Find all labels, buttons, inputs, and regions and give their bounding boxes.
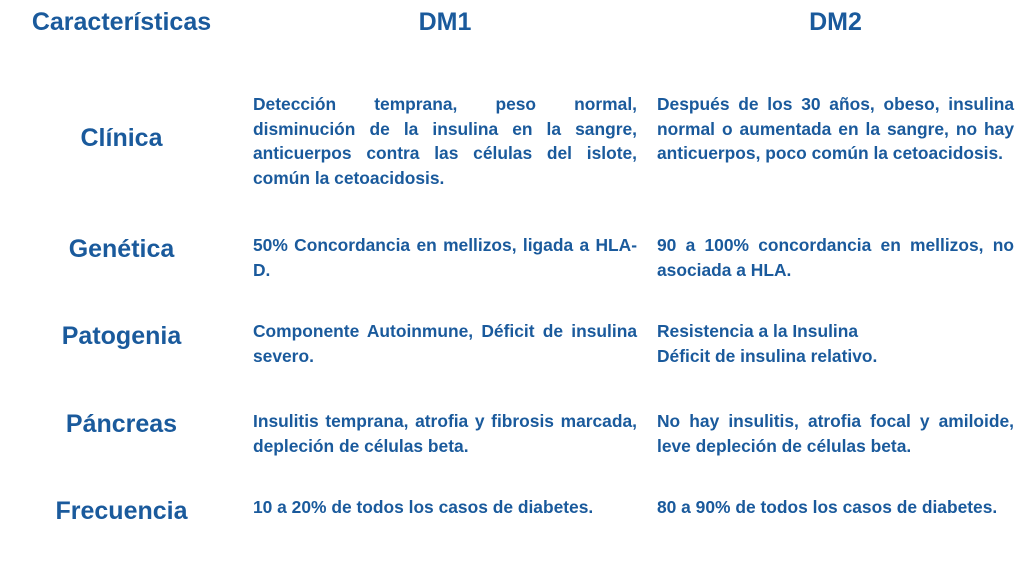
cell-genetica-dm2: 90 a 100% concordancia en mellizos, no asociada a HLA. <box>657 235 1014 280</box>
header-dm2: DM2 <box>809 8 862 36</box>
cell-patogenia-dm1: Componente Autoinmune, Déficit de insulina severo. <box>253 321 637 366</box>
cell-frecuencia-dm1: 10 a 20% de todos los casos de diabetes. <box>253 497 594 517</box>
cell-frecuencia-dm2: 80 a 90% de todos los casos de diabetes. <box>657 497 998 517</box>
row-label-patogenia: Patogenia <box>61 322 182 350</box>
cell-clinica-dm1: Detección temprana, peso normal, disminución de la insulina en la sangre, anticuerpos contra las células del islote, común la cetoacidosis. <box>253 94 637 188</box>
cell-patogenia-dm2 <box>657 319 1014 368</box>
cell-patogenia-dm2-line1: Resistencia a la Insulina <box>657 321 859 341</box>
row-label-frecuencia: Frecuencia <box>55 497 188 525</box>
row-label-genetica: Genética <box>68 235 175 263</box>
header-characteristics: Características <box>31 8 212 36</box>
cell-genetica-dm1: 50% Concordancia en mellizos, ligada a HLA-D. <box>253 235 637 280</box>
row-label-pancreas: Páncreas <box>65 410 178 438</box>
row-label-clinica: Clínica <box>80 124 163 152</box>
cell-pancreas-dm1: Insulitis temprana, atrofia y fibrosis marcada, depleción de células beta. <box>253 411 637 456</box>
cell-patogenia-dm2-line2: Déficit de insulina relativo. <box>657 345 878 366</box>
header-dm1: DM1 <box>418 8 472 36</box>
cell-pancreas-dm2: No hay insulitis, atrofia focal y amiloide, leve depleción de células beta. <box>657 411 1014 456</box>
cell-clinica-dm2: Después de los 30 años, obeso, insulina normal o aumentada en la sangre, no hay anticuerpos, poco común la cetoacidosis. <box>657 94 1014 163</box>
